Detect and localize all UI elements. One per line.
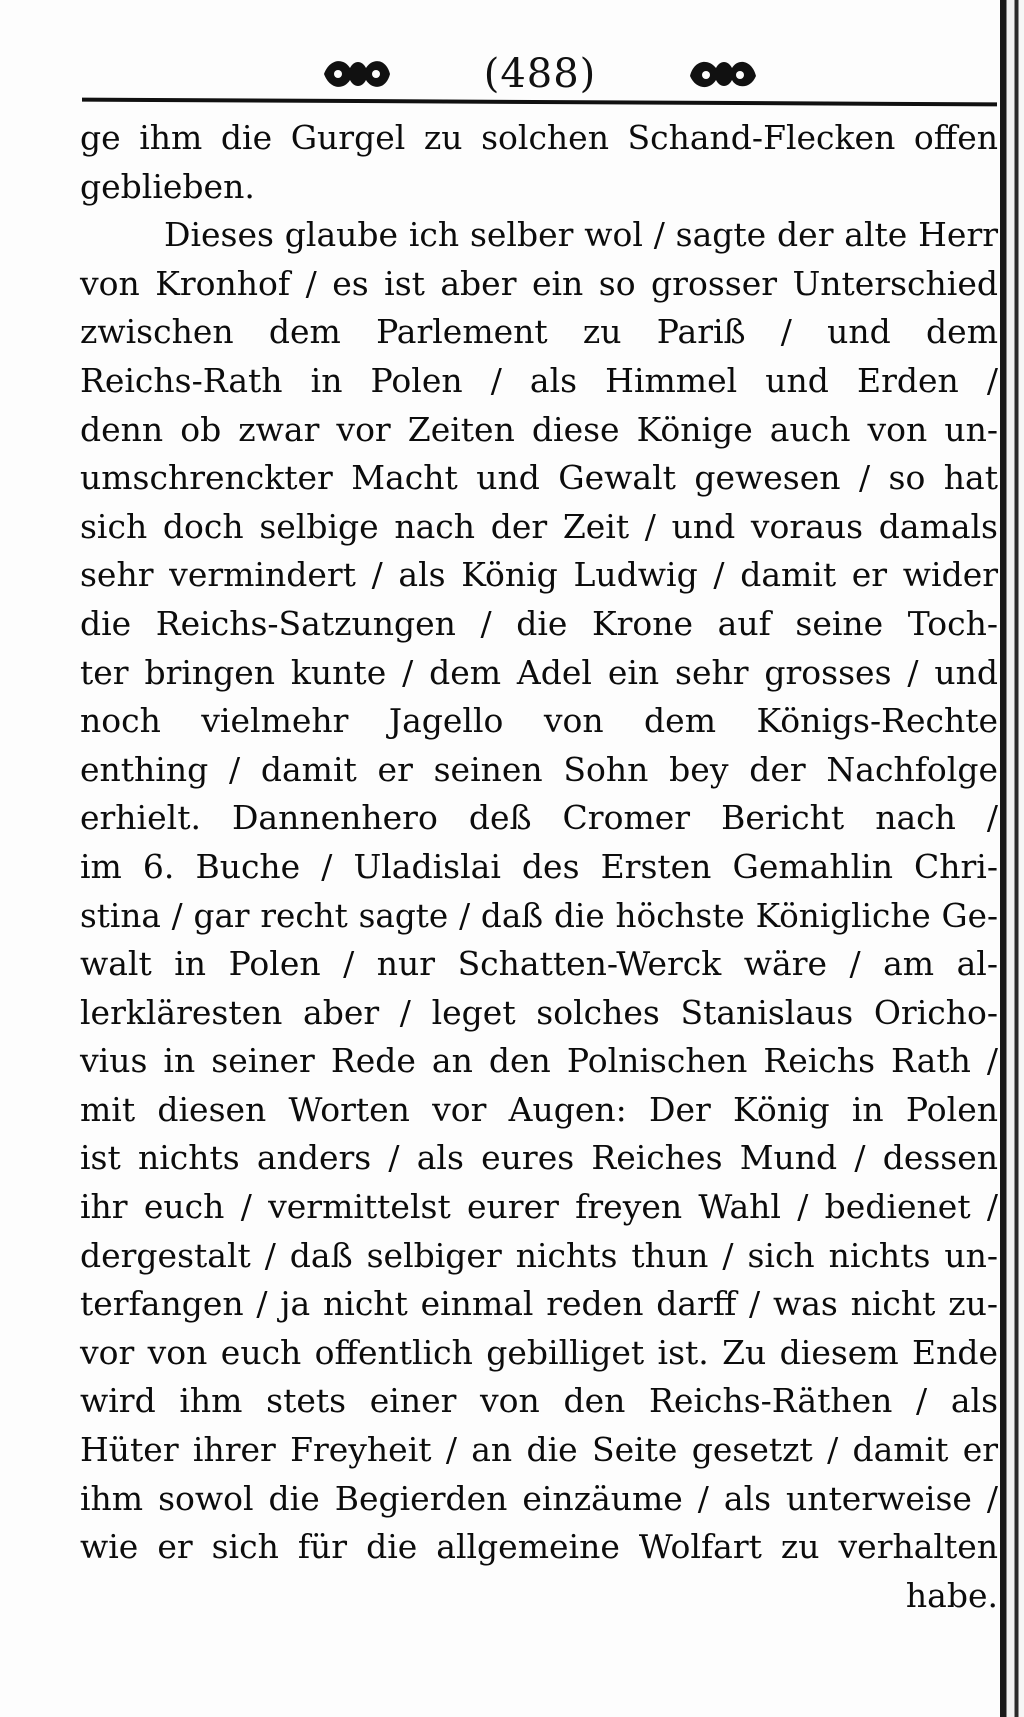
text-line: umschrenckter Macht und Gewalt gewesen / so hat <box>80 458 998 498</box>
text-line: vor von euch offentlich gebilliget ist. Zu diesem Ende <box>80 1332 998 1372</box>
text-line: habe. <box>905 1575 998 1615</box>
text-line: noch vielmehr Jagello von dem Königs-Rechte <box>80 701 998 741</box>
text-line: ihr euch / vermittelst eurer freyen Wahl / bedienet / <box>80 1187 998 1227</box>
text-line: walt in Polen / nur Schatten-Werck wäre / am al- <box>80 944 998 984</box>
text-line: ge ihm die Gurgel zu solchen Schand-Flecken offen <box>80 118 998 157</box>
text-line: wird ihm stets einer von den Reichs-Räthen / als <box>80 1381 998 1421</box>
book-edge <box>1000 0 1024 1717</box>
page-header <box>320 44 760 104</box>
text-line: Reichs-Rath in Polen / als Himmel und Erden / <box>80 360 998 400</box>
text-line: Dieses glaube ich selber wol / sagte der alte Herr <box>164 215 998 255</box>
text-line: vius in seiner Rede an den Polnischen Reichs Rath / <box>80 1041 998 1081</box>
text-line: ihm sowol die Begierden einzäume / als unterweise / <box>80 1478 998 1518</box>
text-line: dergestalt / daß selbiger nichts thun / sich nichts un- <box>80 1235 998 1275</box>
page-body-text <box>80 114 998 1620</box>
text-line: Hüter ihrer Freyheit / an die Seite gesetzt / damit er <box>80 1430 998 1470</box>
text-line: ter bringen kunte / dem Adel ein sehr grosses / und <box>80 652 998 692</box>
text-line: im 6. Buche / Uladislai des Ersten Gemahlin Chri- <box>80 846 998 886</box>
text-line: geblieben. <box>80 166 255 206</box>
fleuron-ornament-left <box>320 54 394 94</box>
text-line: erhielt. Dannenhero deß Cromer Bericht nach / <box>80 798 998 838</box>
text-line: sich doch selbige nach der Zeit / und voraus damals <box>80 506 998 546</box>
text-line: denn ob zwar vor Zeiten diese Könige auch von un- <box>80 409 998 449</box>
text-line: ist nichts anders / als eures Reiches Mund / dessen <box>80 1138 998 1178</box>
text-line: lerkläresten aber / leget solches Stanislaus Oricho- <box>80 992 998 1032</box>
text-line: zwischen dem Parlement zu Pariß / und dem <box>80 312 998 352</box>
text-line: von Kronhof / es ist aber ein so grosser Unterschied <box>80 263 998 303</box>
text-line: die Reichs-Satzungen / die Krone auf seine Toch- <box>80 603 998 643</box>
text-line: sehr vermindert / als König Ludwig / damit er wider <box>80 555 998 595</box>
text-line: stina / gar recht sagte / daß die höchste Königliche Ge- <box>80 896 998 935</box>
text-line: terfangen / ja nicht einmal reden darff / was nicht zu- <box>80 1284 998 1324</box>
text-line: mit diesen Worten vor Augen: Der König in Polen <box>80 1089 998 1129</box>
text-line: enthing / damit er seinen Sohn bey der Nachfolge <box>80 749 998 789</box>
fleuron-ornament-right <box>686 54 760 94</box>
page-number: (488) <box>483 51 597 97</box>
text-line: wie er sich für die allgemeine Wolfart zu verhalten <box>80 1527 998 1567</box>
